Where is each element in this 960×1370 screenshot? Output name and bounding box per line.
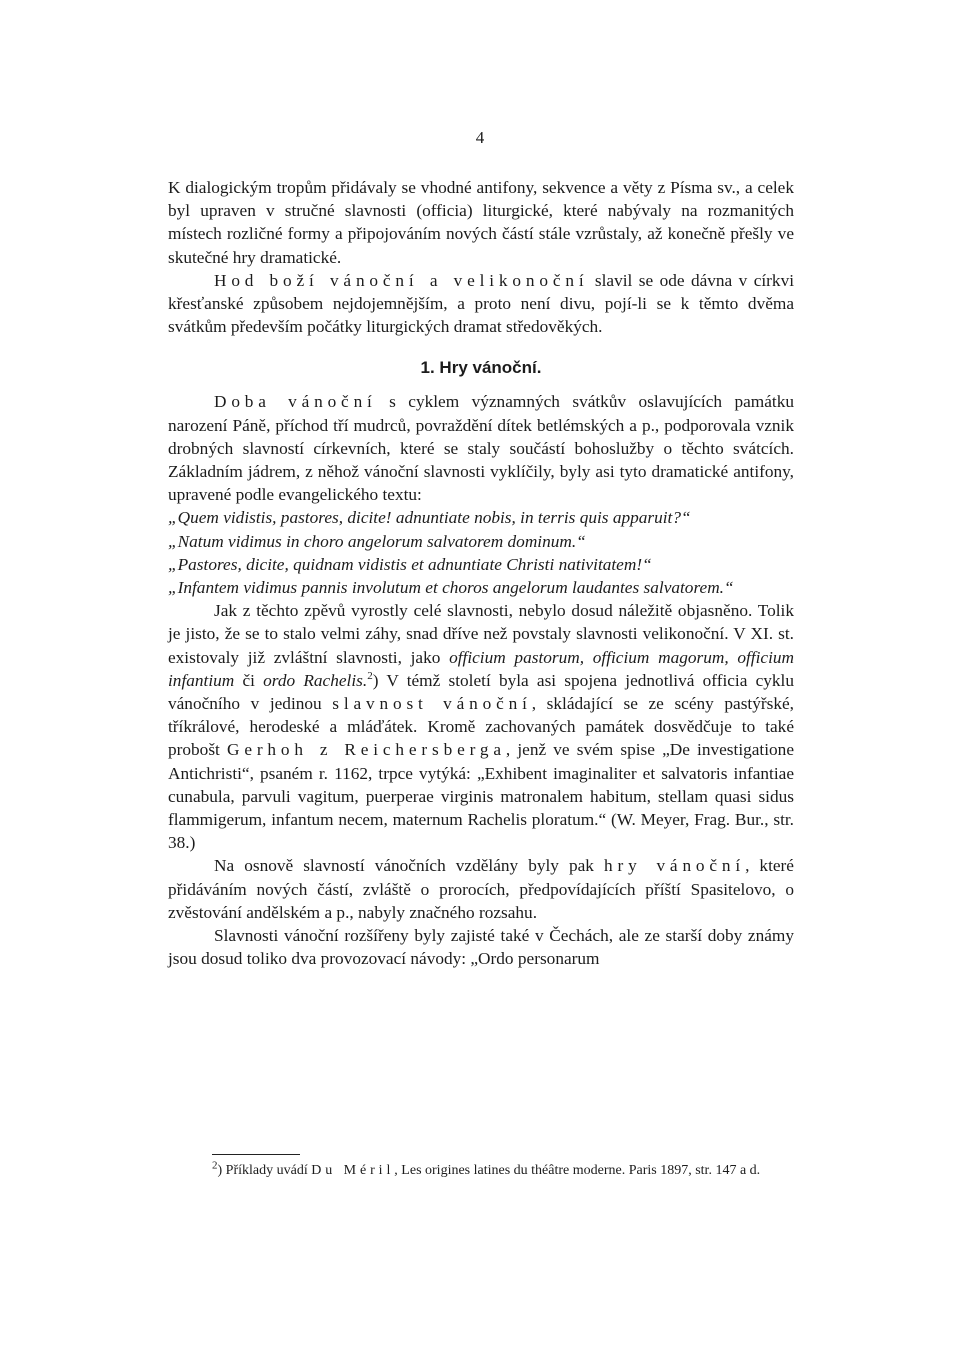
footnote-text: ) Příklady uvádí: [217, 1163, 312, 1178]
paragraph-4-text: Jak z těchto zpěvů vyrostly celé slavnosti, nebylo dosud náležitě objasněno. Tolik je jisto, že se to stalo velmi záhy, snad dříve než povstaly slavnosti velikonoční. V XI. st. existovaly již zvláštní slavnosti, jako: [168, 601, 794, 667]
spaced-phrase: Doba vánoční: [214, 392, 377, 412]
page-number: 4: [475, 128, 485, 147]
italic-titles: officium pastorum, officium magorum, officium infantium: [168, 647, 794, 690]
body-text: [168, 176, 794, 971]
paragraph-4-text: ) V témž století byla asi spojena jednotlivá officia cyklu vánočního v jedinou: [168, 670, 794, 714]
footnote-reference: 2: [367, 670, 373, 683]
paragraph-1: K dialogickým tropům přidávaly se vhodné antifony, sekvence a věty z Písma sv., a celek byl upraven v stručné slavnosti (officia) liturgické, které nabývaly na rozmanitých místech rozličné formy a připojováním nových částí stále vzrůstaly, až konečně přešly ve skutečné hry dramatické.: [168, 178, 794, 267]
footnote-text: , Les origines latines du théâtre moderne. Paris 1897, str. 147 a d.: [394, 1163, 761, 1178]
paragraph-5-text: Na osnově slavností vánočních vzdělány byly pak: [214, 856, 604, 876]
antiphon-quote-2: „Natum vidimus in choro angelorum salvatorem dominum.“: [168, 531, 586, 551]
spaced-phrase: hry vánoční: [603, 856, 746, 876]
antiphon-quote-4: „Infantem vidimus pannis involutum et choros angelorum laudantes salvatorem.“: [168, 578, 734, 598]
spaced-name: Gerhoh z Reichersberga: [227, 740, 506, 760]
section-heading: 1. Hry vánoční.: [420, 358, 542, 378]
spaced-phrase: Hod boží vánoční a velikonoční: [214, 270, 589, 290]
paragraph-3: [168, 390, 794, 506]
paragraph-4-text: , jenž ve svém spise „De investigatione Antichristi“, psaném r. 1162, trpce vytýká: „Exhibent imaginaliter et salvatoris infantiae cunabula, parvuli vagitum, puerperae virginis matronalem habitum, stellam quasi sidus flammigerum, infantum necem, maternum Rachelis ploratum.“ (W. Meyer, Frag. Bur., str. 38.): [168, 740, 794, 853]
paragraph-2: [168, 269, 794, 339]
antiphon-quote-1: „Quem vidistis, pastores, dicite! adnuntiate nobis, in terris quis apparuit?“: [168, 508, 691, 528]
footnote-marker: 2: [212, 1159, 218, 1172]
paragraph-5-text: , které přidáváním nových částí, zvláště o prorocích, předpovídajících příští Spasitelovo, o zvěstování andělském a p., nabyly značného rozsahu.: [168, 856, 794, 922]
paragraph-4-text: či: [234, 670, 264, 690]
paragraph-2-text: slavil se ode dávna v církvi křesťanské způsobem nejdojemnějším, a proto není divu, pojí-li se k těmto dvěma svátkům především počátky liturgických dramat středověkých.: [168, 270, 795, 337]
paragraph-4: [168, 599, 794, 854]
spaced-name: Du Méril: [311, 1163, 395, 1178]
antiphon-quote-3: „Pastores, dicite, quidnam vidistis et adnuntiate Christi nativitatem!“: [168, 554, 652, 574]
paragraph-5: [168, 854, 794, 924]
paragraph-4-text: , skládající se ze scény pastýřské, tříkrálové, herodeské a mláďátek. Kromě zachovaných památek dosvědčuje to také probošt: [168, 694, 794, 760]
footnote: [168, 1161, 794, 1181]
spaced-phrase: slavnost vánoční: [332, 694, 532, 714]
paragraph-6: Slavnosti vánoční rozšířeny byly zajisté také v Čechách, ale ze starší doby známy jsou dosud toliko dva provozovací návody: „Ordo personarum: [168, 926, 794, 969]
italic-title: ordo Rachelis.: [263, 670, 368, 690]
footnote-divider: [212, 1154, 300, 1155]
paragraph-3-text: s cyklem významných svátkův oslavujících památku narození Páně, příchod tří mudrců, povraždění dítek betlémských a p., podporovala vznik drobných slavností církevních, které se staly součástí bohoslužby o těchto svátcích. Základním jádrem, z něhož vánoční slavnosti vyklíčily, byly asi tyto dramatické antifony, upravené podle evangelického textu:: [168, 392, 794, 505]
